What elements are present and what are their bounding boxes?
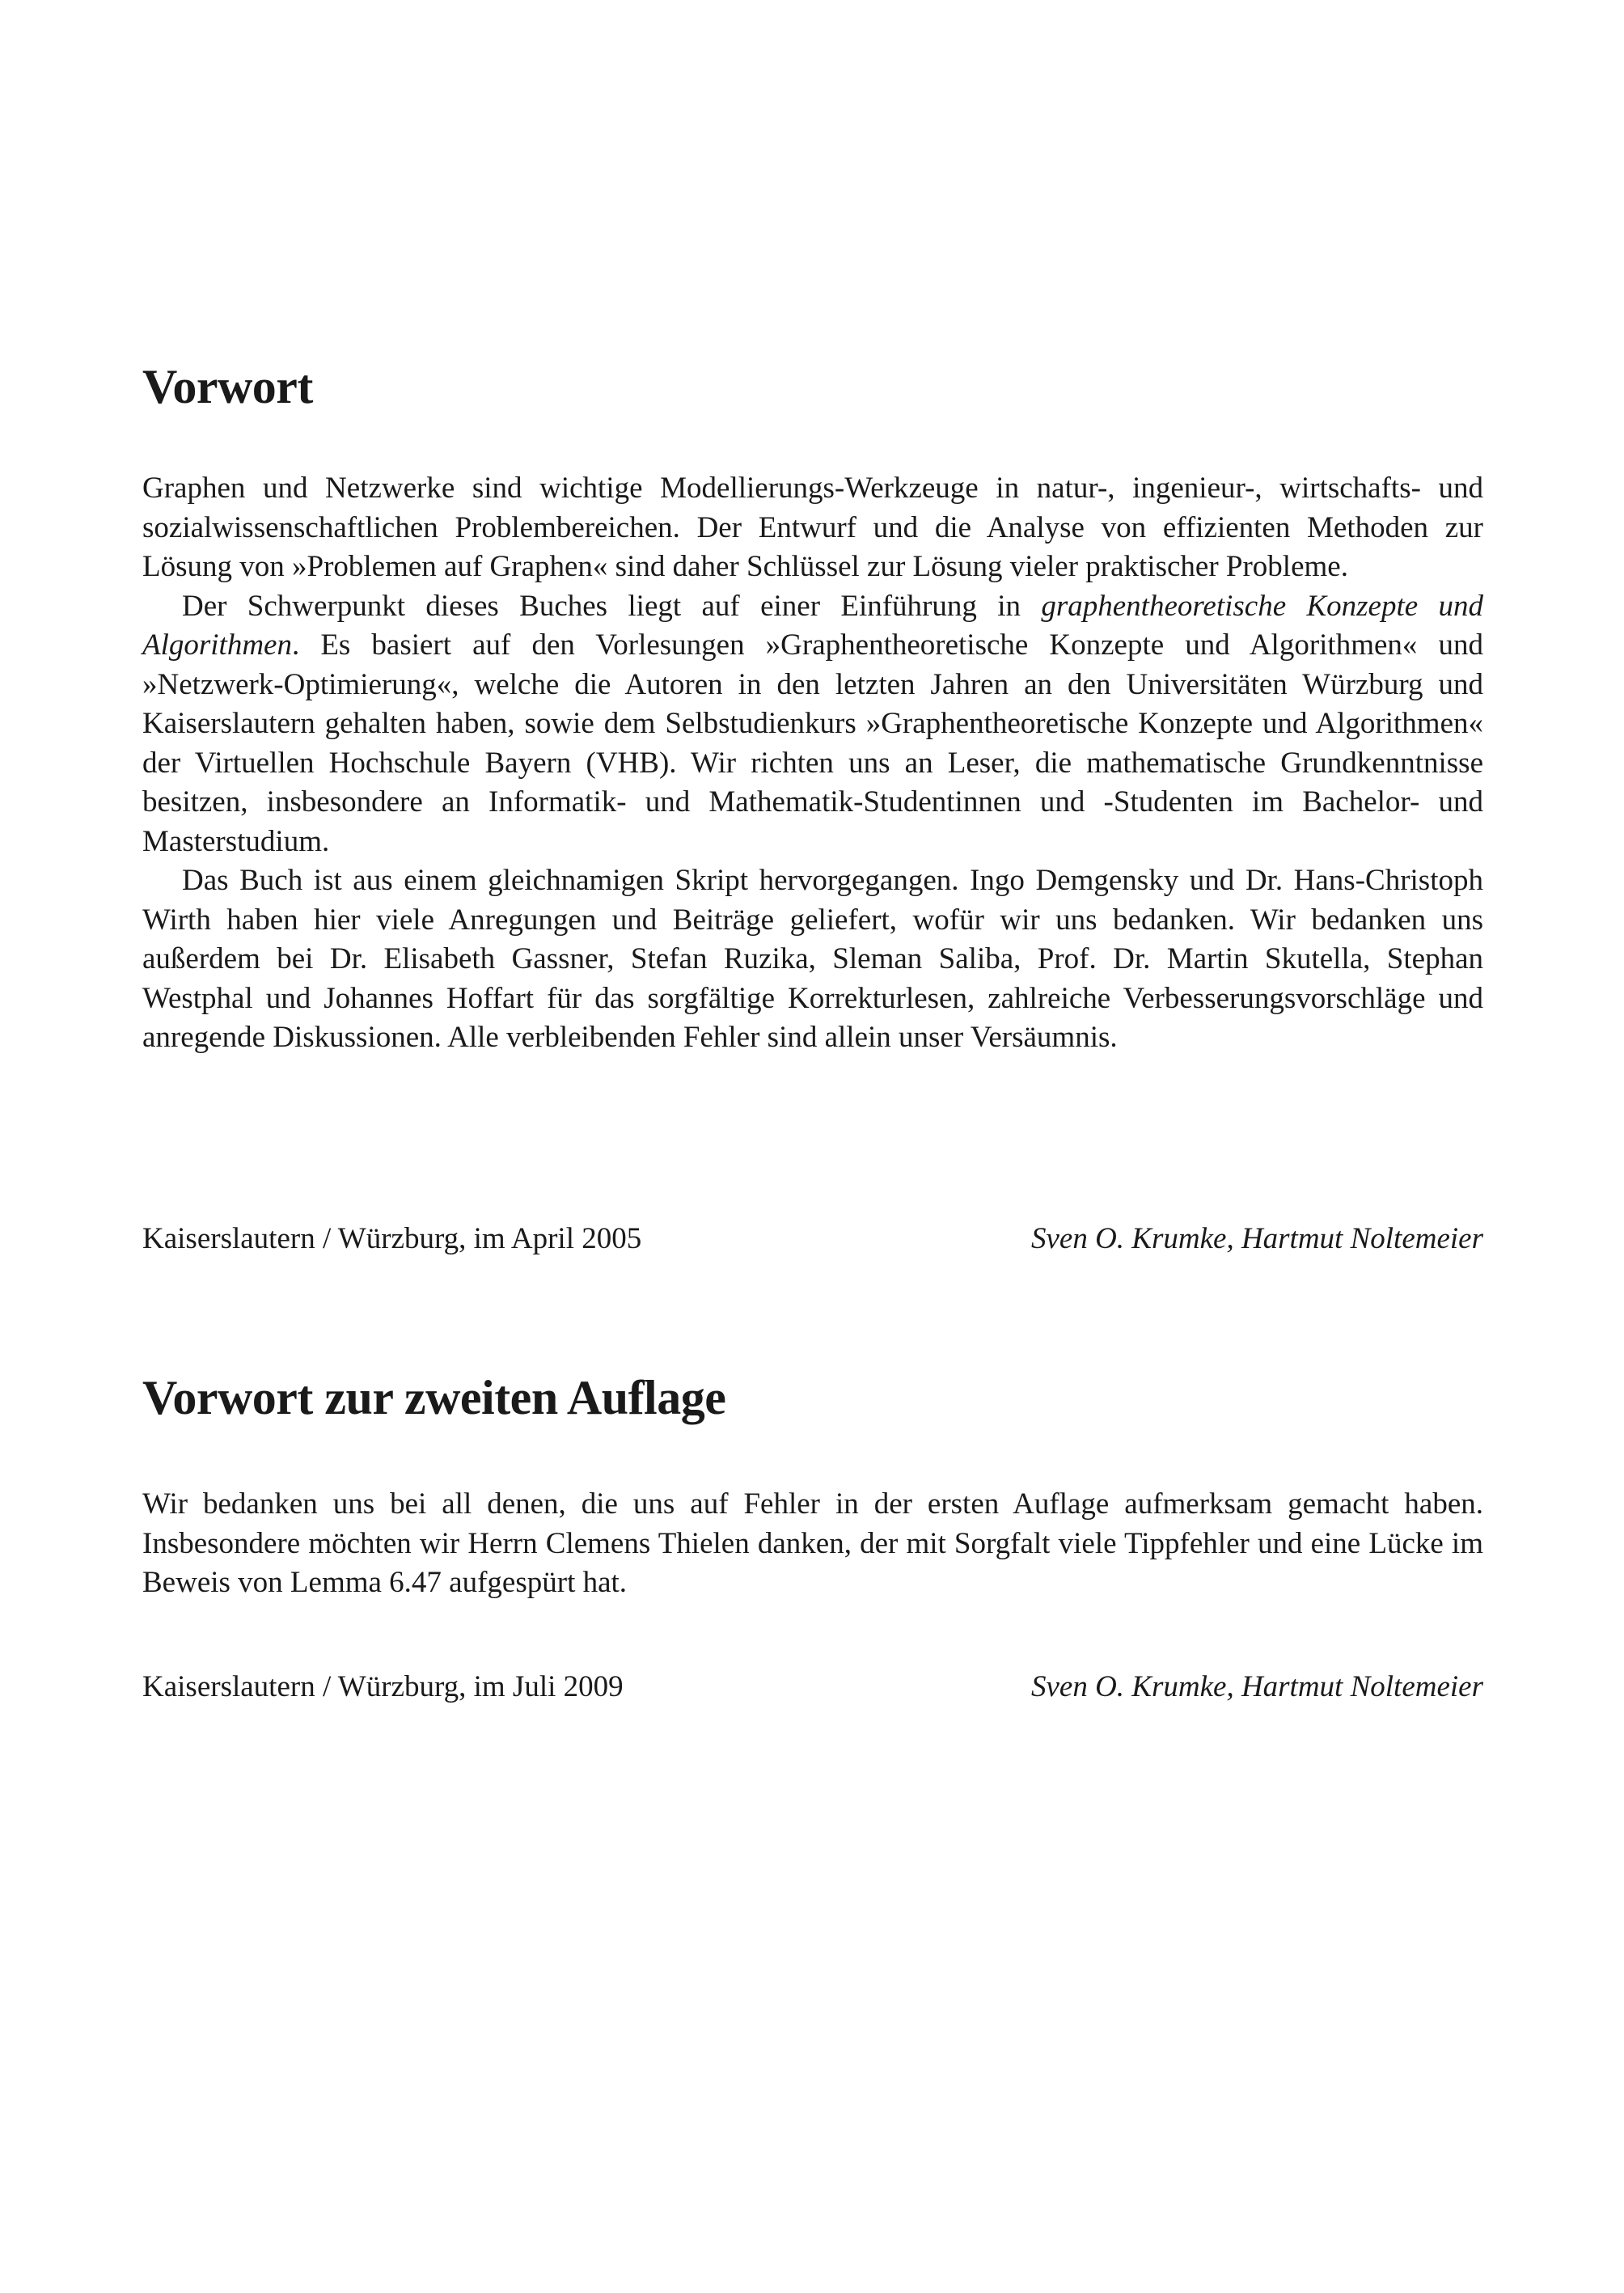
foreword-authors: Sven O. Krumke, Hartmut Noltemeier: [1030, 1222, 1483, 1255]
second-edition-heading: Vorwort zur zweiten Auflage: [142, 1371, 726, 1424]
foreword-heading: Vorwort: [142, 360, 313, 413]
foreword-paragraph-2: [142, 587, 1483, 862]
second-edition-signature: [142, 1668, 1483, 1707]
foreword-body: [142, 469, 1483, 1058]
foreword-paragraph-1: Graphen und Netzwerke sind wichtige Modellierungs-Werkzeuge in natur-, ingenieur-, wirtschafts- und sozialwissenschaftlichen Problembereichen. Der Entwurf und die Analyse von effizienten Methoden zur Lösung von »Problemen auf Graphen« sind daher Schlüssel zur Lösung vieler praktischer Probleme.: [142, 472, 1483, 583]
second-edition-paragraph-1: Wir bedanken uns bei all denen, die uns auf Fehler in der ersten Auflage aufmerksam gemacht haben. Insbesondere möchten wir Herrn Clemens Thielen danken, der mit Sorgfalt viele Tippfehler und eine Lücke im Beweis von Lemma 6.47 aufgespürt hat.: [142, 1487, 1483, 1599]
second-edition-place-date: Kaiserslautern / Würzburg, im Juli 2009: [142, 1670, 624, 1703]
second-edition-body: [142, 1485, 1483, 1603]
foreword-paragraph-3: Das Buch ist aus einem gleichnamigen Skript hervorgegangen. Ingo Demgensky und Dr. Hans-Christoph Wirth haben hier viele Anregungen und Beiträge geliefert, wofür wir uns bedanken. Wir bedanken uns außerdem bei Dr. Elisabeth Gassner, Stefan Ruzika, Sleman Saliba, Prof. Dr. Martin Skutella, Stephan Westphal und Johannes Hoffart für das sorgfältige Korrekturlesen, zahlreiche Verbesserungsvorschläge und anregende Diskussionen. Alle verbleibenden Fehler sind allein unser Versäumnis.: [142, 864, 1483, 1054]
foreword-paragraph-2-before: Der Schwerpunkt dieses Buches liegt auf einer Einführung in: [182, 589, 1042, 623]
foreword-signature: [142, 1220, 1483, 1259]
foreword-place-date: Kaiserslautern / Würzburg, im April 2005: [142, 1222, 642, 1255]
second-edition-authors: Sven O. Krumke, Hartmut Noltemeier: [1030, 1670, 1483, 1703]
foreword-paragraph-2-after: . Es basiert auf den Vorlesungen »Graphentheoretische Konzepte und Algorithmen« und »Netzwerk-Optimierung«, welche die Autoren in den letzten Jahren an den Universitäten Würzburg und Kaiserslautern gehalten haben, sowie dem Selbstudienkurs »Graphentheoretische Konzepte und Algorithmen« der Virtuellen Hochschule Bayern (VHB). Wir richten uns an Leser, die mathematische Grundkenntnisse besitzen, insbesondere an Informatik- und Mathematik-Studentinnen und -Studenten im Bachelor- und Masterstudium.: [142, 628, 1483, 858]
foreword-paragraph-2-emphasis: graphentheoretische Konzepte und Algorithmen: [142, 589, 1483, 662]
